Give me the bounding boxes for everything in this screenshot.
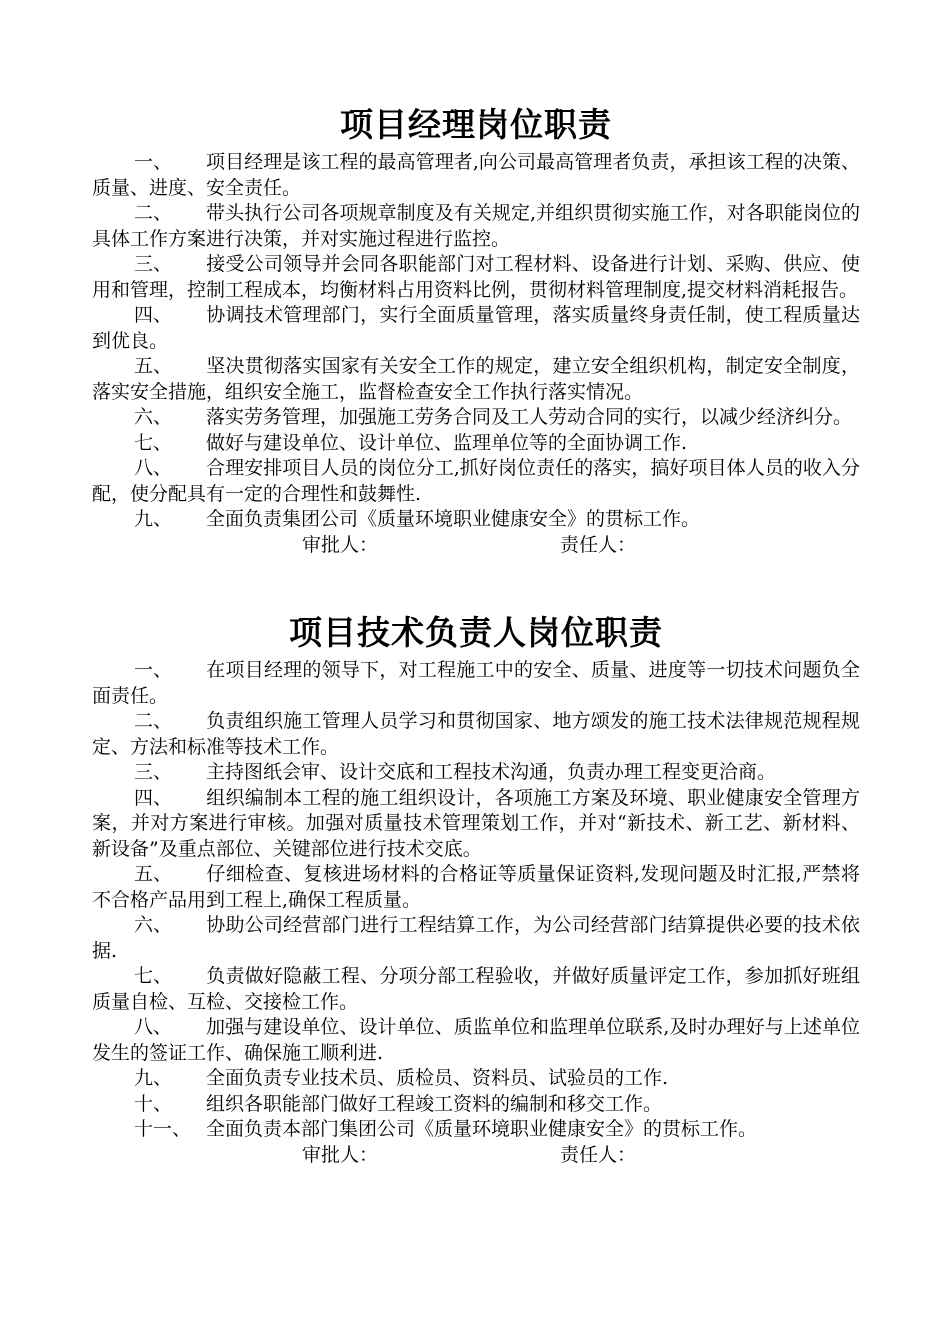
item-text: 仔细检查、复核进场材料的合格证等质量保证资料,发现问题及时汇报,严禁将不合格产品用到工程上,确保工程质量。 — [92, 863, 860, 911]
item-text: 做好与建设单位、设计单位、监理单位等的全面协调工作. — [206, 431, 688, 454]
item-text: 合理安排项目人员的岗位分工,抓好岗位责任的落实，搞好项目体人员的收入分配，使分配具有一定的合理性和鼓舞性. — [92, 457, 860, 505]
duty-list — [92, 150, 860, 533]
item-text: 组织编制本工程的施工组织设计，各项施工方案及环境、职业健康安全管理方案，并对方案进行审核。加强对质量技术管理策划工作，并对“新技术、新工艺、新材料、新设备”及重点部位、关键部位进行技术交底。 — [92, 786, 860, 860]
item-number: 九、 — [134, 1067, 173, 1089]
signature-line — [92, 1143, 860, 1169]
duty-item — [92, 150, 860, 201]
item-text: 项目经理是该工程的最高管理者,向公司最高管理者负责，承担该工程的决策、质量、进度、安全责任。 — [92, 151, 860, 199]
responsible-label: 责任人： — [560, 533, 637, 556]
item-text: 接受公司领导并会同各职能部门对工程材料、设备进行计划、采购、供应、使用和管理，控制工程成本，均衡材料占用资料比例，贯彻材料管理制度,提交材料消耗报告。 — [92, 253, 860, 301]
section-title: 项目经理岗位职责 — [340, 105, 612, 144]
item-text: 主持图纸会审、设计交底和工程技术沟通，负责办理工程变更洽商。 — [206, 761, 777, 783]
duty-item — [92, 201, 860, 252]
item-number: 一、 — [134, 659, 173, 681]
item-number: 二、 — [134, 202, 173, 224]
item-number: 八、 — [134, 457, 173, 479]
item-text: 全面负责专业技术员、质检员、资料员、试验员的工作. — [206, 1067, 669, 1089]
item-text: 全面负责本部门集团公司《质量环境职业健康安全》的贯标工作。 — [206, 1118, 758, 1140]
duty-item — [92, 252, 860, 303]
duty-item — [92, 862, 860, 913]
duty-item — [92, 1066, 860, 1092]
item-text: 协助公司经营部门进行工程结算工作，为公司经营部门结算提供必要的技术依据. — [92, 914, 860, 962]
item-number: 七、 — [134, 431, 173, 454]
approver-label: 审批人： — [302, 1143, 379, 1166]
item-number: 五、 — [134, 863, 173, 885]
item-number: 四、 — [134, 786, 173, 809]
item-text: 负责做好隐蔽工程、分项分部工程验收，并做好质量评定工作，参加抓好班组质量自检、互检、交接检工作。 — [92, 965, 860, 1013]
duty-item — [92, 658, 860, 709]
item-number: 一、 — [134, 151, 173, 173]
item-number: 六、 — [134, 914, 173, 936]
item-number: 三、 — [134, 253, 173, 275]
duty-item — [92, 760, 860, 786]
duty-item — [92, 405, 860, 431]
item-number: 七、 — [134, 965, 173, 987]
item-text: 组织各职能部门做好工程竣工资料的编制和移交工作。 — [206, 1092, 663, 1115]
section-title: 项目技术负责人岗位职责 — [289, 613, 663, 652]
duty-list — [92, 658, 860, 1143]
duty-item — [92, 456, 860, 507]
duty-item — [92, 964, 860, 1015]
item-text: 坚决贯彻落实国家有关安全工作的规定，建立安全组织机构，制定安全制度，落实安全措施，组织安全施工，监督检查安全工作执行落实情况。 — [92, 355, 860, 403]
signature-line — [92, 533, 860, 559]
item-text: 全面负责集团公司《质量环境职业健康安全》的贯标工作。 — [206, 508, 701, 530]
duty-item — [92, 786, 860, 863]
duty-item — [92, 354, 860, 405]
item-text: 落实劳务管理，加强施工劳务合同及工人劳动合同的实行，以减少经济纠分。 — [206, 406, 853, 428]
item-number: 十一、 — [134, 1118, 192, 1140]
responsible-label: 责任人： — [560, 1143, 637, 1166]
duty-item — [92, 507, 860, 533]
duty-item — [92, 913, 860, 964]
duty-item — [92, 1117, 860, 1143]
item-text: 加强与建设单位、设计单位、质监单位和监理单位联系,及时办理好与上述单位发生的签证工作、确保施工顺利进. — [92, 1016, 860, 1064]
item-number: 十、 — [134, 1092, 173, 1115]
item-number: 九、 — [134, 508, 173, 530]
duty-item — [92, 709, 860, 760]
item-text: 在项目经理的领导下，对工程施工中的安全、质量、进度等一切技术问题负全面责任。 — [92, 659, 860, 707]
section-project-manager — [92, 100, 860, 559]
duty-item — [92, 303, 860, 354]
duty-item — [92, 1015, 860, 1066]
item-text: 协调技术管理部门，实行全面质量管理，落实质量终身责任制，使工程质量达到优良。 — [92, 304, 860, 352]
item-text: 负责组织施工管理人员学习和贯彻国家、地方颂发的施工技术法律规范规程规定、方法和标准等技术工作。 — [92, 710, 860, 758]
item-number: 六、 — [134, 406, 173, 428]
approver-label: 审批人： — [302, 533, 379, 556]
item-number: 三、 — [134, 761, 173, 783]
section-technical-lead — [92, 608, 860, 1169]
duty-item — [92, 1092, 860, 1118]
item-text: 带头执行公司各项规章制度及有关规定,并组织贯彻实施工作，对各职能岗位的具体工作方案进行决策，并对实施过程进行监控。 — [92, 202, 860, 250]
item-number: 二、 — [134, 710, 173, 732]
item-number: 八、 — [134, 1016, 173, 1038]
duty-item — [92, 431, 860, 457]
item-number: 四、 — [134, 304, 173, 326]
item-number: 五、 — [134, 355, 173, 377]
